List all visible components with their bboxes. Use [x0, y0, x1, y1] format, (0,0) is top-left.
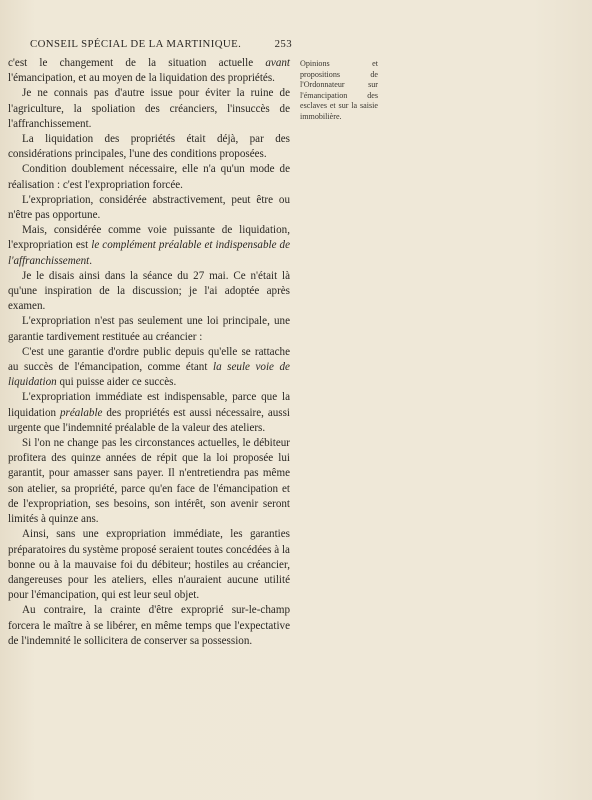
- paragraph: [8, 345, 290, 391]
- margin-note: Opinions et propositions de l'Ordonnateur sur l'émancipation des esclaves et sur la saisie immobilière.: [300, 59, 378, 121]
- text-run: qui puisse aider ce succès.: [56, 376, 177, 389]
- italic-text: la seule voie de liquidation: [8, 361, 290, 389]
- text-run: Mais, considérée comme voie puissante de liquidation, l'expropriation est: [8, 224, 290, 252]
- text-run: des propriétés est aussi nécessaire, aussi urgente que l'indemnité préalable de la valeur des ateliers.: [8, 406, 291, 434]
- text-run: .: [89, 254, 93, 267]
- text-run: l'émancipation, et au moyen de la liquidation des propriétés.: [8, 72, 275, 85]
- text-run: Ainsi, sans une expropriation immédiate, les garanties préparatoires du système proposé seraient toutes concédées à la bonne ou à la mauvaise foi du débiteur; hostiles au créancier, dangereuses pour les ateliers, elles n'auraient aucune utilité pour l'émancipation, qui est leur seul objet.: [8, 528, 290, 602]
- text-run: La liquidation des propriétés était déjà, par des considérations principales, l'une des conditions proposées.: [8, 133, 290, 161]
- body-text: [8, 56, 290, 649]
- paragraph: [8, 56, 290, 86]
- paragraph: [8, 86, 290, 132]
- text-run: L'expropriation n'est pas seulement une loi principale, une garantie tardivement restituée au créancier :: [8, 315, 290, 343]
- paragraph: [8, 162, 290, 192]
- paragraph: [8, 314, 290, 344]
- paragraph: [8, 132, 290, 162]
- text-run: L'expropriation, considérée abstractivement, peut être ou n'être pas opportune.: [8, 193, 290, 222]
- paragraph: [8, 603, 290, 649]
- page-number: 253: [274, 38, 292, 50]
- italic-text: avant: [265, 57, 290, 69]
- paragraph: [8, 436, 290, 527]
- italic-text: le complément préalable et indispensable de l'affranchissement: [8, 239, 290, 267]
- paragraph: [8, 223, 290, 269]
- text-run: Je ne connais pas d'autre issue pour éviter la ruine de l'agriculture, la spoliation des créanciers, l'insuccès de l'affranchissement.: [8, 87, 290, 130]
- italic-text: préalable: [59, 406, 103, 419]
- text-run: Si l'on ne change pas les circonstances actuelles, le débiteur profitera des quinze années de répit que la loi proposée lui garantit, pour amasser sans payer. Il n'entretiendra pas même son atelier, sa propriété, parce qu'en face de l'émancipation et de l'expropriation, ses besoins, son intérêt, son avenir seront limités à quinze ans.: [8, 437, 290, 526]
- running-head: [30, 38, 292, 50]
- text-run: c'est le changement de la situation actuelle: [8, 57, 266, 69]
- text-run: Au contraire, la crainte d'être exproprié sur-le-champ forcera le maître à se libérer, en même temps que l'expectative de l'indemnité le sollicitera de conserver sa possession.: [8, 604, 290, 647]
- text-run: C'est une garantie d'ordre public depuis qu'elle se rattache au succès de l'émancipation, comme étant: [8, 345, 290, 374]
- running-head-title: CONSEIL SPÉCIAL DE LA MARTINIQUE.: [30, 38, 242, 50]
- text-run: Je le disais ainsi dans la séance du 27 mai. Ce n'était là qu'une inspiration de la discussion; je l'ai adoptée après examen.: [8, 269, 290, 313]
- paragraph: [8, 269, 290, 315]
- paragraph: [8, 390, 290, 436]
- text-run: L'expropriation immédiate est indispensable, parce que la liquidation: [8, 391, 290, 419]
- paragraph: [8, 193, 290, 223]
- text-run: Condition doublement nécessaire, elle n'a qu'un mode de réalisation : c'est l'expropriation forcée.: [8, 163, 290, 191]
- paragraph: [8, 527, 290, 603]
